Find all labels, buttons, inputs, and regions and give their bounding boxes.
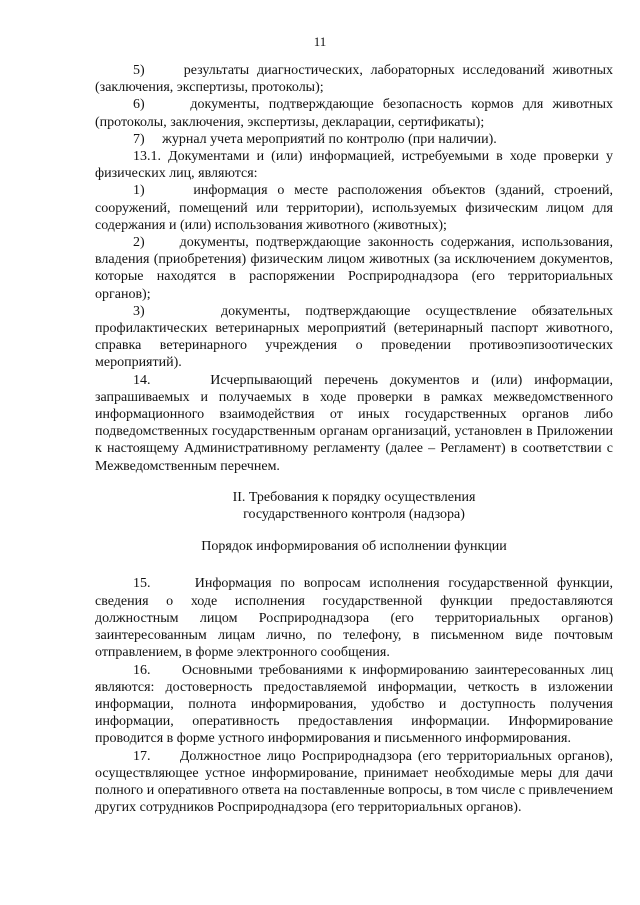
paragraph-17: 17. Должностное лицо Росприроднадзора (его территориальных органов), осуществляющее устное информирование, принимает необходимые меры для дачи полного и оперативного ответа на поставленные вопросы, в том числе с привлечением других сотрудников Росприроднадзора (его территориальных органов). <box>95 748 613 816</box>
paragraph-item-6: 6) документы, подтверждающие безопасность кормов для животных (протоколы, заключения, экспертизы, декларации, сертификаты); <box>95 97 613 130</box>
paragraph-13-1-item-3: 3) документы, подтверждающие осуществление обязательных профилактических ветеринарных мероприятий (ветеринарный паспорт животного, справка ветеринарного учреждения о проведении противоэпизоотических мероприятий). <box>95 303 613 371</box>
section-heading-line-2: государственного контроля (надзора) <box>243 507 465 523</box>
paragraph-13-1-item-2: 2) документы, подтверждающие законность содержания, использования, владения (приобретения) физическим лицом животных (за исключением документов, которые находятся в распоряжении Росприроднадзора (его территориальных органов); <box>95 235 613 302</box>
paragraph-13-1: 13.1. Документами и (или) информацией, истребуемыми в ходе проверки у физических лиц, являются: <box>95 149 613 182</box>
subheading: Порядок информирования об исполнении функции <box>201 539 507 555</box>
paragraph-15: 15. Информация по вопросам исполнения государственной функции, сведения о ходе исполнения государственной функции предоставляются должностным лицом Росприроднадзора (его территориальных органов) заинтересованным лицам лично, по телефону, в письменном виде почтовым отправлением, в форме электронного сообщения. <box>95 576 613 661</box>
paragraph-13-1-item-1: 1) информация о месте расположения объектов (зданий, строений, сооружений, помещений или территории), используемых физическим лицом для содержания и (или) использования животного (животных); <box>95 183 613 233</box>
paragraph-item-5: 5) результаты диагностических, лабораторных исследований животных (заключения, экспертизы, протоколы); <box>95 63 613 96</box>
document-body <box>95 62 613 816</box>
paragraph-14: 14. Исчерпывающий перечень документов и (или) информации, запрашиваемых и получаемых в ходе проверки в рамках межведомственного информационного взаимодействия от иных государственных органов либо подведомственных государственным органам организаций, установлен в Приложении к настоящему Административному регламенту (далее – Регламент) в соответствии с Межведомственным перечнем. <box>95 372 613 474</box>
section-heading-line-1: II. Требования к порядку осуществления <box>232 489 476 505</box>
paragraph-item-7: 7) журнал учета мероприятий по контролю (при наличии). <box>133 131 497 147</box>
page-number: 11 <box>313 34 327 49</box>
paragraph-16: 16. Основными требованиями к информированию заинтересованных лиц являются: достоверность предоставляемой информации, четкость в изложении информации, полнота информирования, удобство и доступность получения информации, оперативность предоставления информации. Информирование проводится в форме устного информирования и письменного информирования. <box>95 662 613 747</box>
